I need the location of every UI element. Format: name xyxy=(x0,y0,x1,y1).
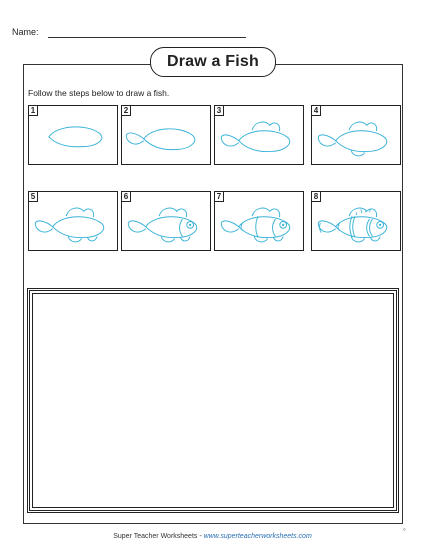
fish-drawing-step-6 xyxy=(122,192,210,250)
fish-drawing-step-4 xyxy=(312,106,400,164)
footer-url[interactable]: www.superteacherworksheets.com xyxy=(203,533,312,540)
step-number: 8 xyxy=(311,191,321,202)
page-title: Draw a Fish xyxy=(150,47,276,77)
step-box-5 xyxy=(28,191,118,251)
instructions-text: Follow the steps below to draw a fish. xyxy=(28,88,170,98)
step-box-8 xyxy=(311,191,401,251)
step-number: 4 xyxy=(311,105,321,116)
drawing-area[interactable] xyxy=(27,288,399,513)
step-box-4 xyxy=(311,105,401,165)
step-number: 5 xyxy=(28,191,38,202)
footer xyxy=(0,533,425,540)
fish-drawing-step-5 xyxy=(29,192,117,250)
step-box-6 xyxy=(121,191,211,251)
step-box-3 xyxy=(214,105,304,165)
step-number: 1 xyxy=(28,105,38,116)
copyright-mark: © xyxy=(403,527,406,532)
step-box-7 xyxy=(214,191,304,251)
step-number: 2 xyxy=(121,105,131,116)
name-label: Name: xyxy=(12,27,39,37)
step-number: 7 xyxy=(214,191,224,202)
step-number: 3 xyxy=(214,105,224,116)
fish-drawing-step-2 xyxy=(122,106,210,164)
fish-drawing-step-7 xyxy=(215,192,303,250)
fish-drawing-step-8 xyxy=(312,192,400,250)
step-box-1 xyxy=(28,105,118,165)
step-number: 6 xyxy=(121,191,131,202)
fish-drawing-step-3 xyxy=(215,106,303,164)
step-box-2 xyxy=(121,105,211,165)
footer-brand: Super Teacher Worksheets - xyxy=(113,533,204,540)
name-line[interactable] xyxy=(48,37,246,38)
fish-drawing-step-1 xyxy=(29,106,117,164)
